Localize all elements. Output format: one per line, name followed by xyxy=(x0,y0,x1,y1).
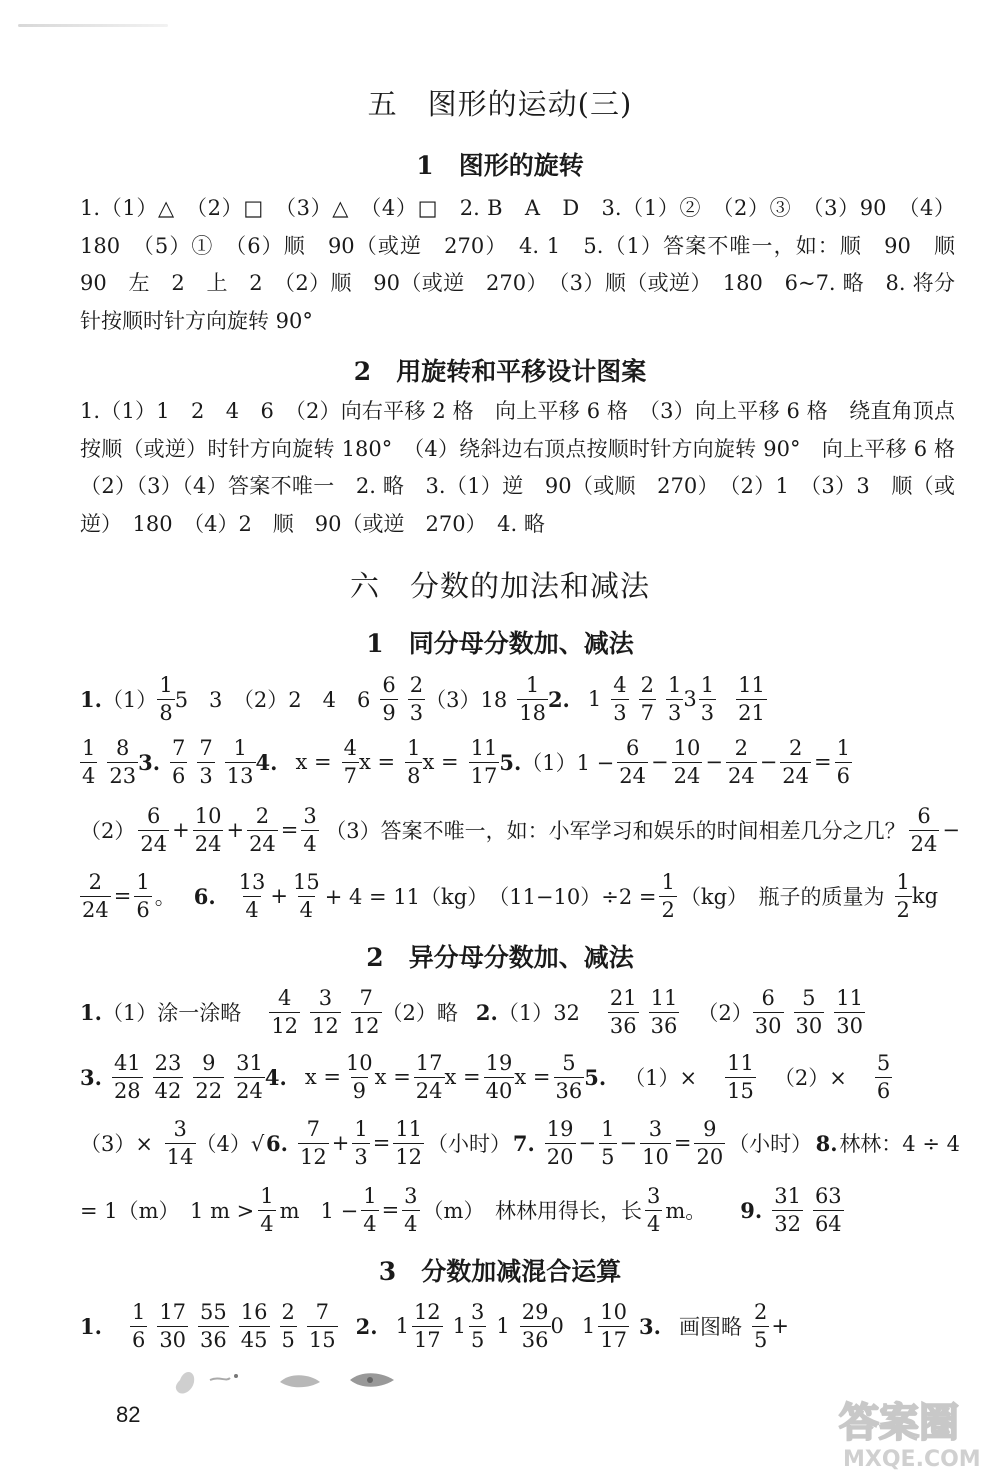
fraction: 31 32 xyxy=(774,1183,801,1236)
q-number: 5. xyxy=(499,749,522,775)
answer-text: 5 3 （2）2 4 6 xyxy=(174,688,371,712)
section-same-denominator-title: 1 同分母分数加、减法 xyxy=(366,629,634,658)
q-number: 7. xyxy=(512,1130,535,1156)
fraction: 2 5 xyxy=(753,1299,768,1352)
fraction: 2 24 xyxy=(249,803,276,856)
fraction: 11 21 xyxy=(738,672,765,725)
q-number: 2. xyxy=(355,1313,378,1339)
answer-text: m 1 − xyxy=(279,1199,359,1223)
fraction: 15 4 xyxy=(293,869,320,922)
fraction: 11 36 xyxy=(650,985,678,1038)
section-rotation-answers: 1.（1）△ （2）□ （3）△ （4）□ 2. B A D 3.（1）② （2）③ （3）90 （4）180 （5）① （6）顺 90（或逆 270） 4. 1 5.（1）答案不唯一，如：顺 90 顺 90 左 2 上 2 （2）顺 90（或逆 270） （3）顺（或逆） 180 6~7. 略 8. 将分针按顺时针方向旋转 90° xyxy=(80,196,976,333)
fraction: 1 6 xyxy=(131,1299,146,1352)
fraction: 5 6 xyxy=(876,1050,891,1103)
answer-row xyxy=(80,667,960,731)
equation-lhs: x = xyxy=(514,1065,551,1089)
mixed-number: 1 12 17 xyxy=(395,1299,441,1352)
fraction: 6 30 xyxy=(754,985,782,1038)
fraction: 3 12 xyxy=(312,985,339,1038)
answer-text: + xyxy=(771,1314,789,1338)
answer-text: （1）1 − xyxy=(521,751,615,775)
q-number: 8. xyxy=(815,1130,838,1156)
equation-lhs: x = xyxy=(422,750,459,774)
fraction: 1 6 xyxy=(136,869,150,922)
section-design-answers: 1.（1）1 2 4 6 （2）向右平移 2 格 向上平移 6 格 （3）向上平移 6 格 绕直角顶点按顺（或逆）时针方向旋转 180° （4）绕斜边右顶点按顺时针方向旋转 90° 向上平移 6 格 （2）（3）（4）答案不唯一 2. 略 3.（1）逆 90（或顺 270） （2）1 （3）3 顺（或逆） 180 （4）2 顺 90（或逆 270） 4. 略 xyxy=(80,399,976,536)
fraction: 9 20 xyxy=(696,1116,724,1169)
answer-text: （m） 林林用得长，长 xyxy=(422,1199,642,1223)
fraction: 1 8 xyxy=(159,672,173,725)
answer-row xyxy=(80,980,960,1044)
fraction: $\frac{1}{4}$ xyxy=(363,1183,377,1236)
answer-text: kg xyxy=(911,884,939,908)
chapter-5-title: 五 图形的运动(三) xyxy=(367,87,633,121)
fraction: 5 30 xyxy=(795,985,823,1038)
fraction: 2 24 xyxy=(782,735,810,788)
fraction: 13 4 xyxy=(238,869,266,922)
fraction: 6 9 xyxy=(382,672,396,725)
answer-row: = 1（m） 1 m > 1 4 m 1 − $\frac{1}{4}$ = 3 4 （m） 林林用得长，长 3 4 m。 9. 31 32 63 64 xyxy=(80,1183,842,1236)
fraction: $\frac{17}{24}$ xyxy=(415,1050,443,1103)
answer-text: 0 xyxy=(550,1314,564,1338)
fraction: 11 12 xyxy=(395,1116,423,1169)
fraction: 1 4 xyxy=(82,735,96,788)
fraction: $\frac{5}{36}$ xyxy=(555,1050,583,1103)
q-number: 1. xyxy=(80,686,102,712)
q-number: 9. xyxy=(740,1197,763,1223)
answer-text: （小时） xyxy=(427,1132,512,1156)
fraction: 6 24 xyxy=(140,803,168,856)
answer-text: 1 xyxy=(587,687,602,711)
answer-text: 林林：4 ÷ 4 xyxy=(839,1132,960,1156)
page-number: 82 xyxy=(116,1402,141,1427)
answer-text: 画图略 xyxy=(678,1315,742,1339)
fraction: 7 6 xyxy=(172,735,186,788)
q-number: 1. xyxy=(80,999,102,1025)
fraction: 10 24 xyxy=(673,735,701,788)
equation-lhs: x = xyxy=(358,750,396,774)
fraction: 55 36 xyxy=(200,1299,227,1352)
fraction: 1 3 xyxy=(668,672,682,725)
fraction: $\frac{1}{2}$ xyxy=(661,869,675,922)
answer-row: 2 24 = 1 6 。 6. 13 4 + 15 4 + 4 = 11（kg） （11−10）÷2 = $\frac{1}{2}$ （kg） 瓶子的质量为 1 2 kg xyxy=(82,869,939,922)
svg-text:MXQE.COM: MXQE.COM xyxy=(843,1447,981,1472)
q-number: 6. xyxy=(266,1130,288,1156)
section-different-denominator-title: 2 异分母分数加、减法 xyxy=(366,943,634,972)
fraction: 29 36 xyxy=(521,1299,549,1352)
fraction: $\frac{11}{17}$ xyxy=(470,735,498,788)
fraction: 9 22 xyxy=(195,1050,223,1103)
top-decorative-line xyxy=(18,24,168,27)
fraction: 2 3 xyxy=(409,672,424,725)
svg-text:答案圈: 答案圈 xyxy=(839,1400,959,1446)
fraction: 2 7 xyxy=(640,672,654,725)
answer-text: 1 xyxy=(496,1314,510,1338)
answer-text: （1） xyxy=(101,688,158,712)
q-number: 5. xyxy=(584,1064,607,1090)
fraction: 3 4 xyxy=(303,803,317,856)
equation-lhs: x = xyxy=(374,1065,411,1089)
answer-row: （3）× 3 14 （4）√ 6. 7 12 + 1 3 = 11 12 （小时） 7. 19 20 − 1 5 − 3 10 = 9 20 （小时） 8. 林林：4 ÷ 4 xyxy=(80,1116,960,1169)
fraction: 1 4 xyxy=(260,1183,274,1236)
fraction: 2 5 xyxy=(281,1299,295,1352)
fraction: 2 24 xyxy=(82,869,109,922)
answer-text: （3）× xyxy=(80,1132,153,1156)
answer-text: （2） xyxy=(80,819,136,843)
fraction: $\frac{19}{40}$ xyxy=(485,1050,513,1103)
fraction: 1 6 xyxy=(836,735,851,788)
fraction: 63 64 xyxy=(814,1183,842,1236)
q-number: 4. xyxy=(255,749,278,775)
floral-decoration xyxy=(170,1362,410,1402)
fraction: 10 24 xyxy=(194,803,222,856)
section-rotation-title: 1 图形的旋转 xyxy=(416,151,584,180)
equation-lhs: x = xyxy=(304,1065,341,1089)
answer-text: （3）18 xyxy=(425,688,508,712)
fraction: 8 23 xyxy=(109,735,137,788)
q-number: 2. xyxy=(547,686,570,712)
mixed-number: 3 1 3 xyxy=(683,672,715,725)
answer-row xyxy=(80,1045,960,1109)
answer-row: 1 4 8 23 3. 7 6 7 3 1 13 4. x = $\frac{4}{7}$ x = $\frac{1}{8}$ x = $\frac{11}{17}$ 5. （1）1 − $\frac{6}{24}$ − 10 24 − 2 24 − 2 24 = 1 6 xyxy=(82,735,851,788)
fraction: 7 12 xyxy=(352,985,380,1038)
answer-row xyxy=(80,1294,960,1358)
answer-text: （3）答案不唯一，如：小军学习和娱乐的时间相差几分之几？ xyxy=(325,819,906,843)
fraction: 21 36 xyxy=(609,985,637,1038)
equation-lhs: x = xyxy=(444,1065,481,1089)
fraction: 1 18 xyxy=(519,672,546,725)
fraction: 41 28 xyxy=(113,1050,141,1103)
fraction: $\frac{4}{7}$ xyxy=(343,735,357,788)
fraction: 23 42 xyxy=(154,1050,182,1103)
fraction: 11 15 xyxy=(727,1050,754,1103)
fraction: 1 13 xyxy=(226,735,254,788)
q-number: 2. xyxy=(475,999,498,1025)
answer-text: （2） xyxy=(697,1001,753,1025)
fraction: 2 24 xyxy=(727,735,755,788)
section-mixed-operations-title: 3 分数加减混合运算 xyxy=(378,1257,622,1286)
fraction: 7 12 xyxy=(299,1116,327,1169)
section-design-title: 2 用旋转和平移设计图案 xyxy=(353,357,647,386)
fraction: 31 24 xyxy=(236,1050,263,1103)
q-number: 3. xyxy=(80,1064,102,1090)
answer-text: m。 xyxy=(665,1199,707,1223)
answer-text: + 4 = 11（kg） （11−10）÷2 = xyxy=(324,885,657,909)
answer-text: （1）× xyxy=(624,1066,698,1090)
fraction: 3 4 xyxy=(404,1183,418,1236)
fraction: $\frac{10}{9}$ xyxy=(345,1050,373,1103)
fraction: 11 30 xyxy=(836,985,863,1038)
fraction: 4 12 xyxy=(271,985,299,1038)
fraction: 7 15 xyxy=(308,1299,336,1352)
fraction: 3 10 xyxy=(642,1116,669,1169)
fraction: 1 3 xyxy=(354,1116,368,1169)
q-number: 3. xyxy=(639,1313,661,1339)
answer-text: （2）× xyxy=(773,1066,847,1090)
answer-text: （2）略 xyxy=(381,1001,458,1025)
answer-text: （kg） 瓶子的质量为 xyxy=(679,885,885,909)
answer-text: （1）32 xyxy=(497,1001,580,1025)
answer-text: （1）涂一涂略 xyxy=(101,1001,242,1025)
fraction: 4 3 xyxy=(613,672,627,725)
answer-text: 。 xyxy=(154,885,176,909)
fraction: 1 5 xyxy=(601,1116,615,1169)
fraction: 17 30 xyxy=(159,1299,187,1352)
watermark-logo xyxy=(829,1392,994,1472)
fraction: 3 4 xyxy=(646,1183,661,1236)
q-number: 1. xyxy=(80,1313,102,1339)
answer-text: （小时） xyxy=(728,1132,813,1156)
fraction: 1 2 xyxy=(896,869,910,922)
answer-text: （4）√ xyxy=(195,1132,265,1156)
fraction: $\frac{1}{8}$ xyxy=(407,735,421,788)
fraction: 16 45 xyxy=(240,1299,268,1352)
chapter-6-title: 六 分数的加法和减法 xyxy=(349,569,650,603)
mixed-number: 1 10 17 xyxy=(581,1299,628,1352)
fraction: 3 14 xyxy=(166,1116,194,1169)
equation-lhs: x = xyxy=(295,750,332,774)
fraction: $\frac{6}{24}$ xyxy=(619,735,646,788)
fraction: 7 3 xyxy=(199,735,213,788)
q-number: 6. xyxy=(193,883,216,909)
mixed-number: 1 3 5 xyxy=(452,1299,485,1352)
answer-text: = 1（m） 1 m > xyxy=(80,1199,255,1223)
answer-row: （2） 6 24 + 10 24 + 2 24 = 3 4 （3）答案不唯一，如：小军学习和娱乐的时间相差几分之几？ 6 24 − xyxy=(80,803,960,856)
q-number: 4. xyxy=(264,1064,287,1090)
q-number: 3. xyxy=(138,749,161,775)
fraction: 6 24 xyxy=(910,803,938,856)
fraction: 19 20 xyxy=(546,1116,574,1169)
